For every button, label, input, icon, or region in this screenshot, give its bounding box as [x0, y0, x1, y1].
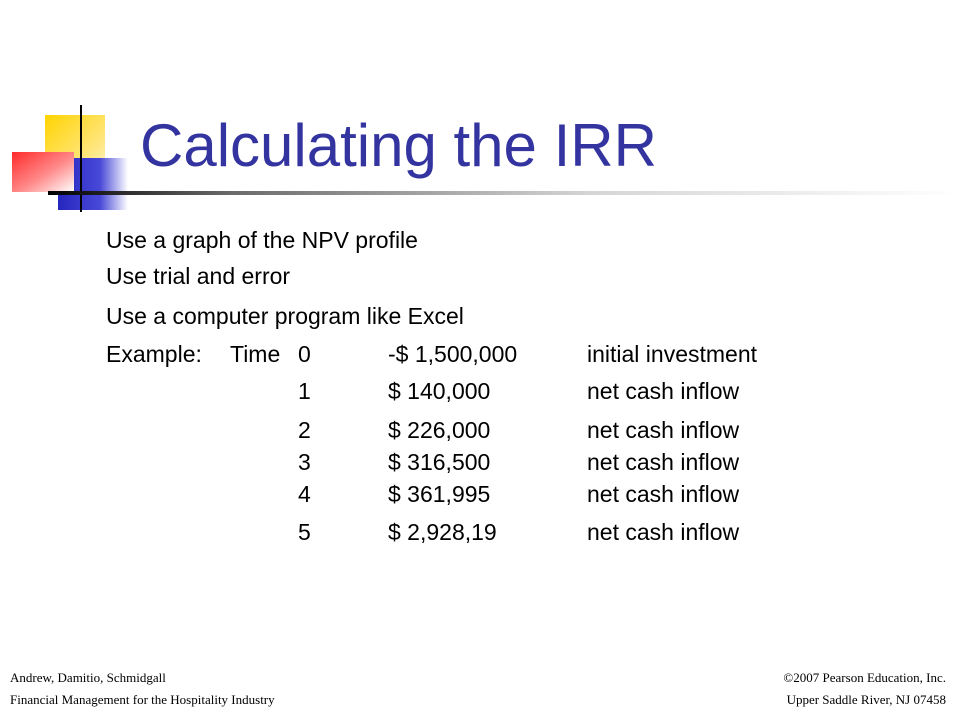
example-row-3: [0, 447, 960, 477]
example-row-2: [0, 415, 960, 445]
example-row-0: [0, 339, 960, 369]
footer-authors: [10, 667, 275, 711]
amount-value: $ 361,995: [388, 481, 491, 507]
period-value: 5: [298, 519, 311, 545]
description-value: initial investment: [587, 341, 758, 367]
period-value: 3: [298, 449, 311, 475]
footer-publisher: [783, 667, 946, 711]
description-value: net cash inflow: [587, 378, 740, 404]
amount-value: $ 316,500: [388, 449, 491, 475]
bullet-npv-graph: Use a graph of the NPV profile: [106, 227, 418, 253]
red-square: [12, 152, 74, 192]
period-value: 2: [298, 417, 311, 443]
bullet-trial-and-error: Use trial and error: [106, 263, 291, 289]
description-value: net cash inflow: [587, 481, 740, 507]
slide-title: Calculating the IRR: [140, 112, 657, 179]
description-value: net cash inflow: [587, 417, 740, 443]
example-row-1: [0, 376, 960, 406]
description-value: net cash inflow: [587, 449, 740, 475]
period-value: 1: [298, 378, 311, 404]
example-row-5: [0, 517, 960, 547]
example-row-4: [0, 479, 960, 509]
example-label: Example:: [106, 341, 202, 367]
amount-value: -$ 1,500,000: [388, 341, 518, 367]
time-label: Time: [230, 341, 281, 367]
footer-copyright: ©2007 Pearson Education, Inc.: [783, 670, 946, 685]
decorative-squares-graphic: [0, 100, 140, 220]
footer-book-title: Financial Management for the Hospitality Industry: [10, 692, 275, 707]
description-value: net cash inflow: [587, 519, 740, 545]
amount-value: $ 2,928,19: [388, 519, 497, 545]
title-underline: [48, 191, 960, 195]
amount-value: $ 226,000: [388, 417, 491, 443]
amount-value: $ 140,000: [388, 378, 491, 404]
period-value: 0: [298, 341, 311, 367]
period-value: 4: [298, 481, 311, 507]
footer-authors-line: Andrew, Damitio, Schmidgall: [10, 670, 166, 685]
footer-address: Upper Saddle River, NJ 07458: [786, 692, 946, 707]
bullet-computer-program: Use a computer program like Excel: [106, 303, 464, 329]
